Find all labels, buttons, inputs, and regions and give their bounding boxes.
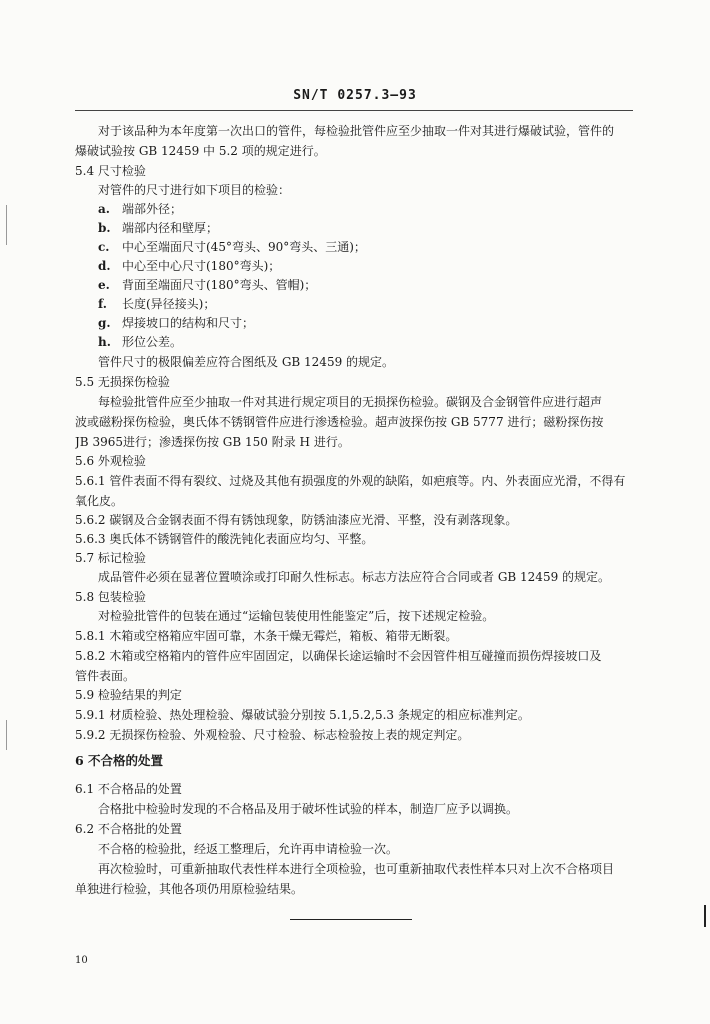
list-item-text: 背面至端面尺寸(180°弯头、管帽)； [122,278,317,292]
list-marker: b. [98,221,111,235]
paragraph-line: 5.6.2 碳钢及合金钢表面不得有锈蚀现象，防锈油漆应光滑、平整，没有剥落现象。 [75,513,518,527]
list-item [98,276,628,294]
paragraph-line: 5.6.1 管件表面不得有裂纹、过烧及其他有损强度的外观的缺陷，如疤痕等。内、外表面应光滑，不得有 [75,474,626,488]
paragraph-line: 管件表面。 [75,669,136,683]
paragraph-line: 对检验批管件的包装在通过“运输包装使用性能鉴定”后，按下述规定检验。 [98,609,495,623]
list-item-text: 形位公差。 [122,335,183,349]
scan-margin-mark [704,905,706,927]
scan-margin-mark [6,205,7,245]
list-marker: a. [98,202,110,216]
paragraph-line: 氧化皮。 [75,494,124,508]
paragraph-line: 对管件的尺寸进行如下项目的检验： [98,183,291,197]
header-rule [75,110,633,111]
list-item [98,314,628,332]
section-5-6-heading: 5.6 外观检验 [75,454,146,468]
paragraph-line: 5.9.1 材质检验、热处理检验、爆破试验分别按 5.1,5.2,5.3 条规定的相应标准判定。 [75,708,530,722]
section-6-1-heading: 6.1 不合格品的处置 [75,782,182,796]
section-5-7-heading: 5.7 标记检验 [75,551,146,565]
standard-header: SN/T 0257.3—93 [293,88,417,103]
list-item-text: 端部外径； [122,202,183,216]
list-item [98,200,628,218]
list-item [98,238,628,256]
list-marker: f. [98,297,107,311]
paragraph-line: 单独进行检验，其他各项仍用原检验结果。 [75,882,304,896]
paragraph-line: 5.8.1 木箱或空格箱应牢固可靠，木条干燥无霉烂，箱板、箱带无断裂。 [75,629,458,643]
list-item [98,257,628,275]
paragraph-line: 每检验批管件应至少抽取一件对其进行规定项目的无损探伤检验。碳钢及合金钢管件应进行超声 [98,395,603,409]
list-item [98,219,628,237]
paragraph-line: 爆破试验按 GB 12459 中 5.2 项的规定进行。 [75,144,326,158]
paragraph-line: 不合格的检验批，经返工整理后，允许再申请检验一次。 [98,842,399,856]
section-5-4-heading: 5.4 尺寸检验 [75,164,146,178]
paragraph-line: 5.6.3 奥氏体不锈钢管件的酸洗钝化表面应均匀、平整。 [75,532,374,546]
list-item [98,295,628,313]
paragraph-line: JB 3965进行；渗透探伤按 GB 150 附录 H 进行。 [75,435,350,449]
section-6-2-heading: 6.2 不合格批的处置 [75,822,182,836]
list-marker: e. [98,278,110,292]
list-item-text: 端部内径和壁厚； [122,221,219,235]
paragraph-line: 对于该品种为本年度第一次出口的管件，每检验批管件应至少抽取一件对其进行爆破试验，管件的 [98,124,615,138]
paragraph-line: 再次检验时，可重新抽取代表性样本进行全项检验，也可重新抽取代表性样本只对上次不合格项目 [98,862,615,876]
section-5-8-heading: 5.8 包装检验 [75,590,146,604]
list-item-text: 中心至端面尺寸(45°弯头、90°弯头、三通)； [122,240,366,254]
list-item [98,333,628,351]
section-5-9-heading: 5.9 检验结果的判定 [75,688,182,702]
list-item-text: 中心至中心尺寸(180°弯头)； [122,259,281,273]
paragraph-line: 成品管件必须在显著位置喷涂或打印耐久性标志。标志方法应符合合同或者 GB 12459 的规定。 [98,570,611,584]
end-rule [290,919,412,920]
list-item-text: 长度(异径接头)； [122,297,216,311]
list-marker: c. [98,240,110,254]
paragraph-line: 合格批中检验时发现的不合格品及用于破坏性试验的样本，制造厂应予以调换。 [98,802,519,816]
section-5-5-heading: 5.5 无损探伤检验 [75,375,170,389]
list-marker: h. [98,335,111,349]
scan-margin-mark [6,720,7,750]
paragraph-line: 5.9.2 无损探伤检验、外观检验、尺寸检验、标志检验按上表的规定判定。 [75,728,470,742]
paragraph-line: 管件尺寸的极限偏差应符合图纸及 GB 12459 的规定。 [98,355,395,369]
page-number: 10 [75,955,88,966]
paragraph-line: 波或磁粉探伤检验，奥氏体不锈钢管件应进行渗透检验。超声波探伤按 GB 5777 进行；磁粉探伤按 [75,415,604,429]
list-marker: d. [98,259,111,273]
list-item-text: 焊接坡口的结构和尺寸； [122,316,255,330]
section-6-heading: 6 不合格的处置 [75,753,164,768]
list-marker: g. [98,316,111,330]
paragraph-line: 5.8.2 木箱或空格箱内的管件应牢固固定，以确保长途运输时不会因管件相互碰撞而损伤焊接坡口及 [75,649,602,663]
